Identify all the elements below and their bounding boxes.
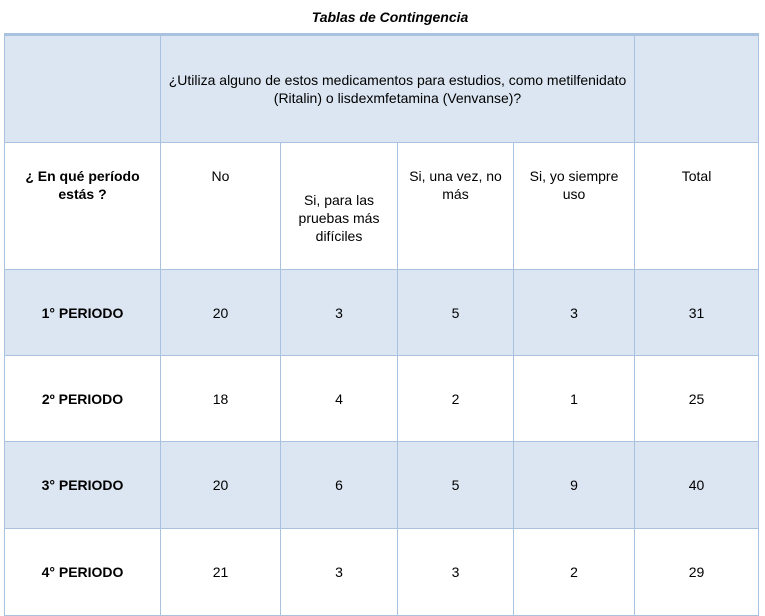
col-header-total: Total <box>635 143 759 270</box>
col-header-no: No <box>161 143 281 270</box>
cell-no: 20 <box>161 442 281 529</box>
cell-total: 40 <box>635 442 759 529</box>
period-label: 3° PERIODO <box>5 442 161 529</box>
period-label: 2º PERIODO <box>5 356 161 442</box>
contingency-table <box>4 33 759 616</box>
cell-hard-tests: 3 <box>281 529 398 616</box>
col-header-once: Si, una vez, no más <box>398 143 514 270</box>
table-row <box>5 529 759 616</box>
period-label: 1° PERIODO <box>5 270 161 356</box>
column-header-row <box>5 143 759 270</box>
cell-once: 3 <box>398 529 514 616</box>
cell-always: 9 <box>514 442 635 529</box>
cell-once: 5 <box>398 442 514 529</box>
table-title: Tablas de Contingencia <box>311 9 469 25</box>
empty-total-header-cell <box>635 35 759 143</box>
period-label: 4° PERIODO <box>5 529 161 616</box>
table-row <box>5 442 759 529</box>
cell-no: 18 <box>161 356 281 442</box>
cell-always: 3 <box>514 270 635 356</box>
cell-total: 25 <box>635 356 759 442</box>
cell-once: 2 <box>398 356 514 442</box>
cell-always: 2 <box>514 529 635 616</box>
table-row <box>5 270 759 356</box>
col-header-hard-tests: Si, para las pruebas más difíciles <box>281 143 398 270</box>
cell-hard-tests: 4 <box>281 356 398 442</box>
col-header-always: Si, yo siempre uso <box>514 143 635 270</box>
table-row <box>5 356 759 442</box>
empty-corner-cell <box>5 35 161 143</box>
cell-hard-tests: 6 <box>281 442 398 529</box>
cell-always: 1 <box>514 356 635 442</box>
cell-hard-tests: 3 <box>281 270 398 356</box>
cell-total: 29 <box>635 529 759 616</box>
cell-no: 21 <box>161 529 281 616</box>
row-header-period: ¿ En qué período estás ? <box>5 143 161 270</box>
cell-total: 31 <box>635 270 759 356</box>
cell-once: 5 <box>398 270 514 356</box>
cell-no: 20 <box>161 270 281 356</box>
question-header-row <box>5 35 759 143</box>
question-header: ¿Utiliza alguno de estos medicamentos para estudios, como metilfenidato (Ritalin) o lisdexmfetamina (Venvanse)? <box>161 35 635 143</box>
